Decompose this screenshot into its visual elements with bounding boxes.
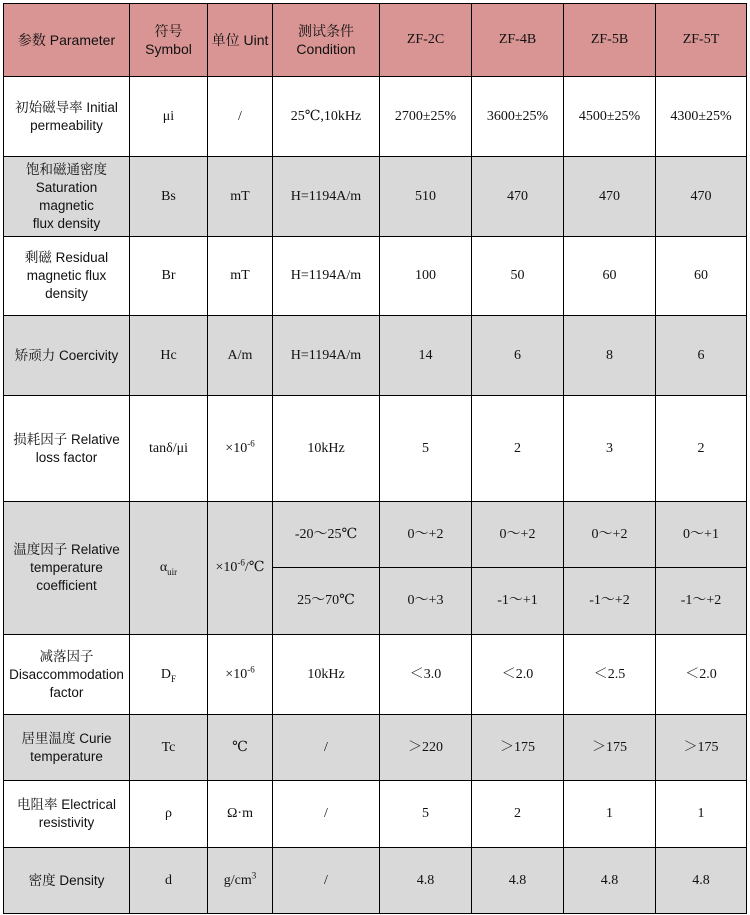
- value-zf-5t: ＞175: [656, 715, 747, 781]
- param-cell: [4, 635, 130, 715]
- row-residual-flux-density: [4, 237, 747, 316]
- param-line: magnetic flux: [26, 268, 107, 283]
- value-zf-5t: 470: [656, 157, 747, 237]
- header-grade-zf-5b: ZF-5B: [564, 4, 656, 77]
- value-zf-5t: 1: [656, 781, 747, 848]
- symbol-cell: Br: [130, 237, 208, 316]
- value-zf-5t: 4.8: [656, 848, 747, 914]
- param-line: 矫顽力 Coercivity: [14, 347, 119, 363]
- value-zf-5t: 6: [656, 316, 747, 396]
- value-zf-5t: -1～+2: [656, 568, 747, 635]
- param-cell: [4, 157, 130, 237]
- param-cell: [4, 781, 130, 848]
- symbol-base: α: [159, 560, 168, 575]
- unit-base: ×10: [225, 666, 248, 682]
- condition-cell: -20～25℃: [273, 502, 380, 568]
- param-line: Disaccommodation: [9, 666, 124, 682]
- value-zf-2c: 510: [380, 157, 472, 237]
- param-line: 剩磁 Residual: [24, 250, 109, 265]
- value-zf-2c: 2700±25%: [380, 77, 472, 157]
- value-zf-2c: 100: [380, 237, 472, 316]
- row-saturation-flux-density: [4, 157, 747, 237]
- param-cell: [4, 502, 130, 635]
- value-zf-5t: 2: [656, 396, 747, 502]
- value-zf-4b: 6: [472, 316, 564, 396]
- header-unit: 单位 Uint: [208, 4, 273, 77]
- header-symbol: [130, 4, 208, 77]
- value-zf-4b: -1～+1: [472, 568, 564, 635]
- header-symbol-cn: 符号: [154, 23, 183, 39]
- unit-cell: mT: [208, 157, 273, 237]
- value-zf-4b: ＞175: [472, 715, 564, 781]
- value-zf-5t: 4300±25%: [656, 77, 747, 157]
- param-line: temperature: [30, 748, 103, 764]
- spec-table-container: [3, 3, 747, 914]
- param-line: 密度 Density: [28, 872, 105, 888]
- value-zf-2c: 5: [380, 396, 472, 502]
- unit-base: g/cm: [223, 872, 252, 888]
- value-zf-4b: 2: [472, 396, 564, 502]
- param-line: 饱和磁通密度: [26, 161, 107, 177]
- unit-cell: A/m: [208, 316, 273, 396]
- unit-cell: Ω·m: [208, 781, 273, 848]
- value-zf-5b: 8: [564, 316, 656, 396]
- param-line: factor: [49, 684, 84, 700]
- symbol-cell: Hc: [130, 316, 208, 396]
- value-zf-5b: ＜2.5: [564, 635, 656, 715]
- param-line: permeability: [30, 117, 103, 133]
- param-line: temperature: [30, 560, 103, 575]
- unit-exponent: -6: [247, 663, 255, 674]
- row-temperature-coefficient-a: [4, 502, 747, 568]
- unit-cell: ℃: [208, 715, 273, 781]
- row-initial-permeability: [4, 77, 747, 157]
- param-cell: [4, 848, 130, 914]
- value-zf-5b: 4.8: [564, 848, 656, 914]
- param-line: flux density: [32, 215, 101, 231]
- condition-cell: 10kHz: [273, 635, 380, 715]
- header-grade-zf-2c: ZF-2C: [380, 4, 472, 77]
- unit-cell: mT: [208, 237, 273, 316]
- condition-cell: /: [273, 715, 380, 781]
- value-zf-5b: 3: [564, 396, 656, 502]
- param-cell: [4, 237, 130, 316]
- header-grade-zf-5t: ZF-5T: [656, 4, 747, 77]
- header-row: [4, 4, 747, 77]
- condition-cell: H=1194A/m: [273, 316, 380, 396]
- value-zf-2c: 14: [380, 316, 472, 396]
- symbol-subscript: F: [171, 673, 177, 684]
- header-grade-zf-4b: ZF-4B: [472, 4, 564, 77]
- symbol-cell: d: [130, 848, 208, 914]
- condition-cell: /: [273, 781, 380, 848]
- row-coercivity: [4, 316, 747, 396]
- symbol-cell: [130, 635, 208, 715]
- value-zf-5b: 0～+2: [564, 502, 656, 568]
- condition-cell: 25～70℃: [273, 568, 380, 635]
- symbol-cell: μi: [130, 77, 208, 157]
- value-zf-2c: 4.8: [380, 848, 472, 914]
- param-line: Saturation magnetic: [35, 179, 98, 213]
- unit-cell: [208, 848, 273, 914]
- param-line: 损耗因子 Relative: [13, 431, 120, 447]
- unit-exponent: 3: [251, 869, 257, 880]
- header-condition-cn: 测试条件: [298, 23, 354, 39]
- param-line: 电阻率 Electrical: [16, 797, 116, 812]
- value-zf-4b: 3600±25%: [472, 77, 564, 157]
- param-line: 初始磁导率 Initial: [15, 99, 118, 115]
- symbol-cell: Tc: [130, 715, 208, 781]
- row-density: [4, 848, 747, 914]
- symbol-subscript: uir: [167, 566, 178, 577]
- value-zf-4b: ＜2.0: [472, 635, 564, 715]
- unit-exponent: -6: [237, 557, 245, 568]
- unit-tail: /℃: [244, 560, 265, 575]
- param-cell: [4, 396, 130, 502]
- value-zf-2c: 0～+3: [380, 568, 472, 635]
- header-symbol-en: Symbol: [145, 41, 192, 57]
- param-line: loss factor: [35, 449, 98, 465]
- symbol-base: D: [160, 666, 172, 682]
- value-zf-5b: 60: [564, 237, 656, 316]
- param-line: resistivity: [38, 815, 95, 830]
- symbol-cell: ρ: [130, 781, 208, 848]
- condition-cell: H=1194A/m: [273, 237, 380, 316]
- unit-cell: [208, 635, 273, 715]
- row-curie-temperature: [4, 715, 747, 781]
- symbol-cell: Bs: [130, 157, 208, 237]
- param-line: 温度因子 Relative: [13, 542, 120, 557]
- row-relative-loss-factor: [4, 396, 747, 502]
- value-zf-2c: ＜3.0: [380, 635, 472, 715]
- param-line: 居里温度 Curie: [21, 730, 112, 746]
- unit-cell: /: [208, 77, 273, 157]
- value-zf-2c: 5: [380, 781, 472, 848]
- value-zf-2c: 0～+2: [380, 502, 472, 568]
- value-zf-5b: ＞175: [564, 715, 656, 781]
- row-electrical-resistivity: [4, 781, 747, 848]
- value-zf-4b: 0～+2: [472, 502, 564, 568]
- symbol-cell: [130, 502, 208, 635]
- condition-cell: /: [273, 848, 380, 914]
- header-condition-en: Condition: [296, 41, 356, 57]
- value-zf-5t: 0～+1: [656, 502, 747, 568]
- header-condition: [273, 4, 380, 77]
- unit-base: ×10: [215, 560, 238, 575]
- unit-base: ×10: [225, 440, 248, 456]
- param-cell: [4, 316, 130, 396]
- param-line: 减落因子: [39, 648, 94, 664]
- ferrite-spec-table: [3, 3, 747, 914]
- value-zf-4b: 4.8: [472, 848, 564, 914]
- header-parameter: 参数 Parameter: [4, 4, 130, 77]
- symbol-cell: tanδ/μi: [130, 396, 208, 502]
- param-cell: [4, 77, 130, 157]
- param-line: density: [45, 286, 88, 301]
- value-zf-5b: 470: [564, 157, 656, 237]
- value-zf-4b: 470: [472, 157, 564, 237]
- row-disaccommodation-factor: [4, 635, 747, 715]
- value-zf-5t: 60: [656, 237, 747, 316]
- value-zf-4b: 50: [472, 237, 564, 316]
- value-zf-5b: 4500±25%: [564, 77, 656, 157]
- value-zf-5b: 1: [564, 781, 656, 848]
- condition-cell: H=1194A/m: [273, 157, 380, 237]
- value-zf-4b: 2: [472, 781, 564, 848]
- param-cell: [4, 715, 130, 781]
- unit-exponent: -6: [247, 437, 255, 448]
- value-zf-2c: ＞220: [380, 715, 472, 781]
- value-zf-5b: -1～+2: [564, 568, 656, 635]
- param-line: coefficient: [36, 578, 97, 593]
- condition-cell: 25℃,10kHz: [273, 77, 380, 157]
- value-zf-5t: ＜2.0: [656, 635, 747, 715]
- unit-cell: [208, 396, 273, 502]
- condition-cell: 10kHz: [273, 396, 380, 502]
- unit-cell: [208, 502, 273, 635]
